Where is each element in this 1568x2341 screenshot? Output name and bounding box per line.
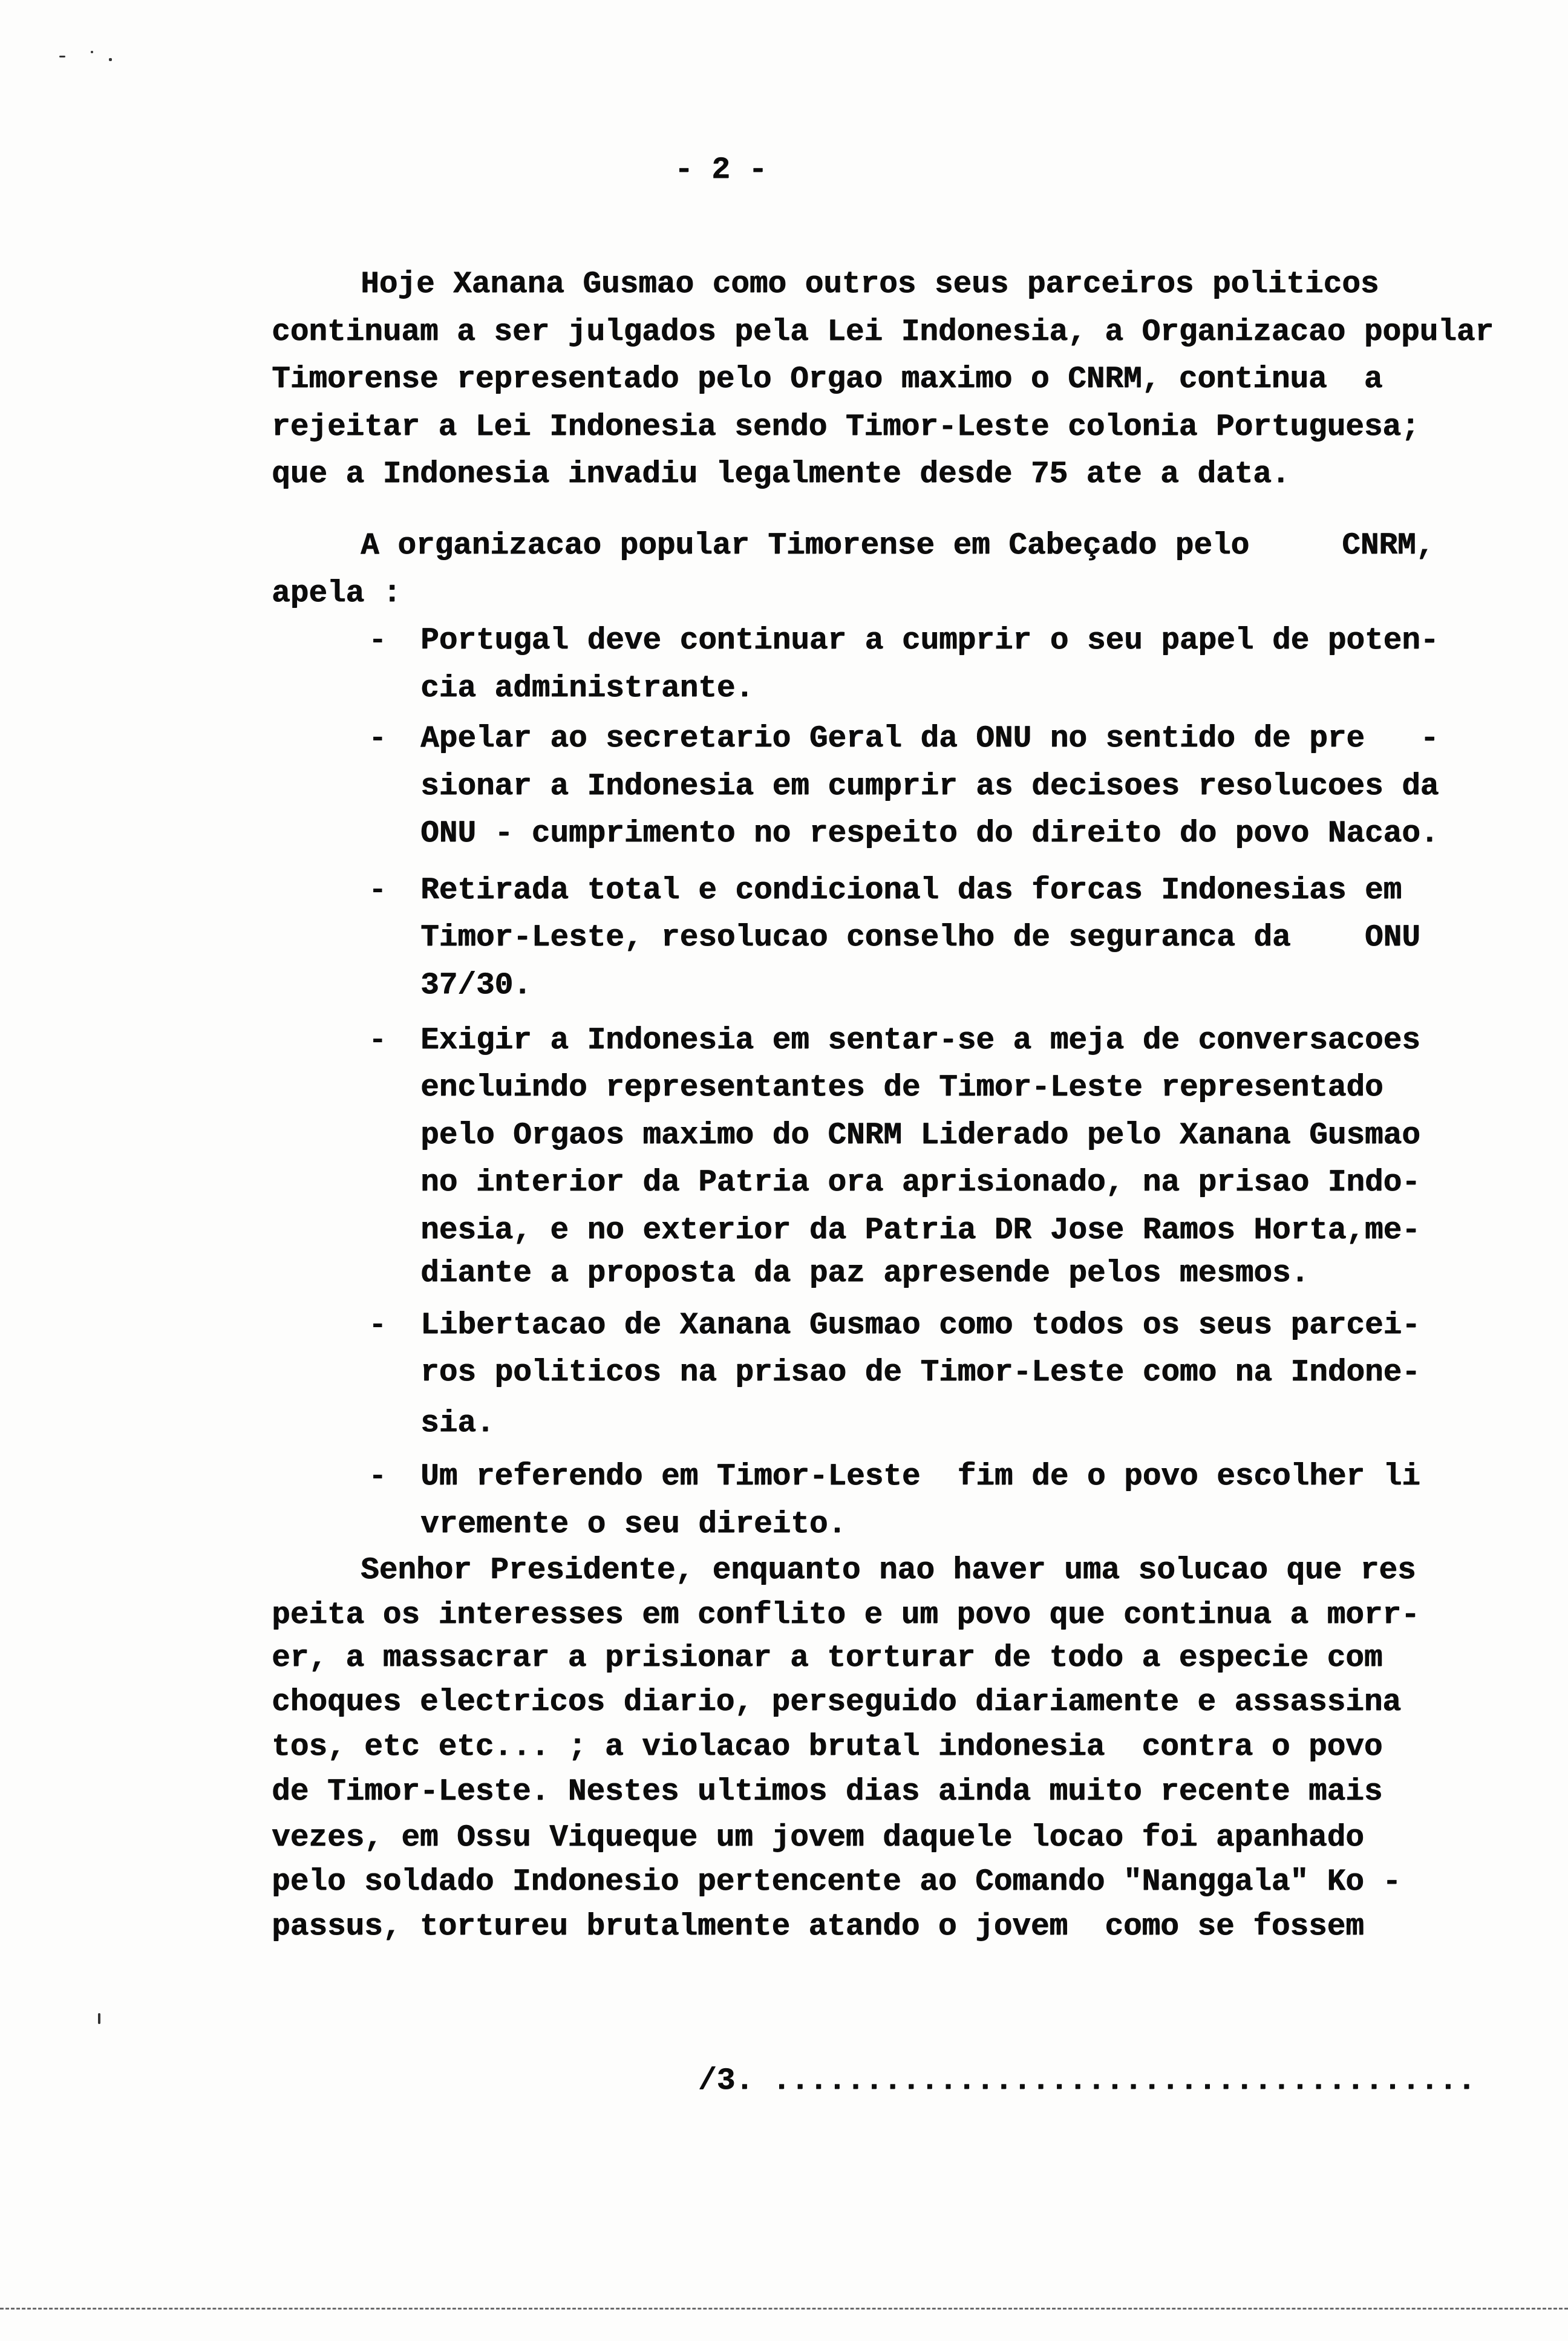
bullet-5-line: Libertacao de Xanana Gusmao como todos os seus parcei- [420,1308,1420,1343]
bullet-1-line: cia administrante. [420,671,754,706]
page-number: - 2 - [675,153,768,188]
scan-edge-line [0,2308,1568,2310]
bullet-4-line: no interior da Patria ora aprisionado, na prisao Indo- [420,1166,1420,1200]
scan-speck [98,2013,100,2024]
bullet-dash: - [368,624,387,658]
paragraph-2-line: A organizacao popular Timorense em Cabeçado pelo CNRM, [361,529,1435,563]
paragraph-3-line: Senhor Presidente, enquanto nao haver uma solucao que res [361,1553,1416,1588]
paragraph-1-line: Hoje Xanana Gusmao como outros seus parceiros politicos [361,267,1379,302]
bullet-dash: - [368,1460,387,1494]
scan-speck [109,58,112,61]
bullet-4-line: pelo Orgaos maximo do CNRM Liderado pelo Xanana Gusmao [420,1118,1420,1153]
paragraph-3-line: vezes, em Ossu Viqueque um jovem daquele locao foi apanhado [272,1821,1364,1855]
scan-speck [91,51,93,53]
bullet-4-line: nesia, e no exterior da Patria DR Jose Ramos Horta,me- [420,1213,1420,1248]
bullet-2-line: Apelar ao secretario Geral da ONU no sentido de pre - [420,722,1439,756]
bullet-5-line: ros politicos na prisao de Timor-Leste como na Indone- [420,1356,1420,1390]
bullet-dash: - [368,722,387,756]
bullet-dash: - [368,873,387,908]
scan-speck [59,56,65,57]
bullet-6-line: vremente o seu direito. [420,1507,846,1542]
bullet-4-line: diante a proposta da paz apresende pelos mesmos. [420,1256,1310,1291]
paragraph-1-line: rejeitar a Lei Indonesia sendo Timor-Leste colonia Portuguesa; [272,410,1420,445]
paragraph-3-line: passus, tortureu brutalmente atando o jovem como se fossem [272,1910,1364,1944]
paragraph-3-line: de Timor-Leste. Nestes ultimos dias ainda muito recente mais [272,1775,1383,1809]
bullet-3-line: Timor-Leste, resolucao conselho de seguranca da ONU [420,921,1420,955]
bullet-4-line: Exigir a Indonesia em sentar-se a meja de conversacoes [420,1024,1420,1058]
bullet-6-line: Um referendo em Timor-Leste fim de o povo escolher li [420,1460,1420,1494]
paragraph-2-line: apela : [272,576,402,611]
bullet-dash: - [368,1024,387,1058]
paragraph-1-line: que a Indonesia invadiu legalmente desde 75 ate a data. [272,457,1290,492]
bullet-2-line: sionar a Indonesia em cumprir as decisoes resolucoes da [420,769,1439,804]
paragraph-1-line: Timorense representado pelo Orgao maximo o CNRM, continua a [272,362,1383,397]
bullet-2-line: ONU - cumprimento no respeito do direito do povo Nacao. [420,817,1439,851]
paragraph-1-line: continuam a ser julgados pela Lei Indonesia, a Organizacao popular [272,315,1494,350]
bullet-dash: - [368,1308,387,1343]
continuation-marker: /3. ...................................... [698,2064,1476,2098]
bullet-3-line: Retirada total e condicional das forcas Indonesias em [420,873,1402,908]
bullet-1-line: Portugal deve continuar a cumprir o seu papel de poten- [420,624,1439,658]
paragraph-3-line: tos, etc etc... ; a violacao brutal indonesia contra o povo [272,1730,1383,1765]
bullet-5-line: sia. [420,1406,495,1441]
paragraph-3-line: peita os interesses em conflito e um povo que continua a morr- [272,1598,1420,1633]
paragraph-3-line: pelo soldado Indonesio pertencente ao Comando "Nanggala" Ko - [272,1865,1401,1899]
bullet-4-line: encluindo representantes de Timor-Leste representado [420,1071,1383,1105]
paragraph-3-line: choques electricos diario, perseguido diariamente e assassina [272,1685,1401,1720]
paragraph-3-line: er, a massacrar a prisionar a torturar de todo a especie com [272,1641,1383,1676]
bullet-3-line: 37/30. [420,968,532,1003]
